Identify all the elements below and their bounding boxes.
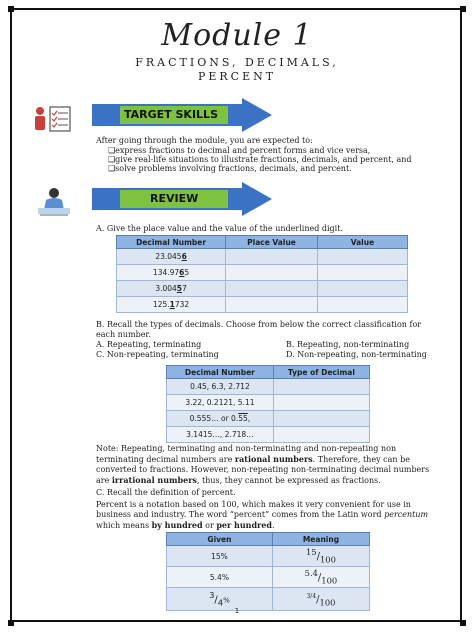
choice-d: D. Non-repeating, non-terminating: [286, 350, 427, 359]
given-cell: 5.4%: [167, 567, 273, 588]
place-value-cell[interactable]: [226, 281, 318, 297]
border-corner: [460, 6, 466, 12]
decimal-cell: 134.9765: [117, 265, 226, 281]
page-number: 1: [234, 607, 240, 615]
table-row: [167, 567, 370, 588]
note-paragraph: Note: Repeating, terminating and non-terminating and non-repeating non terminating decimal numbers are rational numbers. Therefore, they can be converted to fractions. However, non-repeating non-terminating decimal numbers are irrational numbers, thus, they cannot be expressed as fractions.: [96, 444, 430, 485]
module-subtitle: [0, 56, 474, 84]
value-cell[interactable]: [317, 281, 407, 297]
module-title: Module 1: [161, 18, 313, 53]
part-b-instruction: B. Recall the types of decimals. Choose from below the correct classification for each number.: [96, 320, 422, 339]
type-cell[interactable]: [273, 395, 369, 411]
choice-c: C. Non-repeating, terminating: [96, 350, 219, 359]
decimal-cell: 23.0456: [117, 249, 226, 265]
value-cell[interactable]: [317, 249, 407, 265]
border-corner: [8, 6, 14, 12]
choice-b: B. Repeating, non-terminating: [286, 340, 410, 349]
value-cell[interactable]: [317, 265, 407, 281]
decimal-cell: 3.22, 0.2121, 5.11: [167, 395, 274, 411]
target-skills-banner: TARGET SKILLS: [124, 108, 218, 121]
decimal-cell: 3.00457: [117, 281, 226, 297]
table-row: [167, 411, 370, 427]
table-row: [117, 297, 408, 313]
place-value-cell[interactable]: [226, 265, 318, 281]
border-corner: [8, 620, 14, 626]
subtitle-line-1: FRACTIONS, DECIMALS,: [135, 56, 339, 69]
type-cell[interactable]: [273, 411, 369, 427]
decimal-cell: 0.555… or 0.55,: [167, 411, 274, 427]
col-header: Value: [317, 236, 407, 249]
table-row: [117, 249, 408, 265]
decimal-cell: 0.45, 6.3, 2.712: [167, 379, 274, 395]
col-header: Meaning: [272, 533, 369, 546]
value-cell[interactable]: [317, 297, 407, 313]
table-row: [117, 281, 408, 297]
given-cell: 15%: [167, 546, 273, 567]
person-reading-icon: [34, 186, 74, 218]
place-value-cell[interactable]: [226, 297, 318, 313]
col-header: Decimal Number: [167, 366, 274, 379]
table-row: [167, 379, 370, 395]
table-place-value: [116, 235, 408, 313]
meaning-cell: $^{3/4}/_{100}$: [272, 588, 369, 611]
subtitle-line-2: PERCENT: [197, 70, 277, 83]
table-row: [167, 427, 370, 443]
decimal-cell: 3.1415…, 2.718…: [167, 427, 274, 443]
choice-a: A. Repeating, terminating: [96, 340, 202, 349]
review-banner: REVIEW: [150, 192, 199, 205]
given-cell: $^3/_4\%$: [167, 588, 273, 611]
table-row: [167, 546, 370, 567]
col-header: Decimal Number: [117, 236, 226, 249]
target-skills-intro: After going through the module, you are expected to:: [96, 136, 313, 145]
checklist-person-icon: [32, 104, 76, 134]
table-decimal-types: [166, 365, 370, 443]
percent-definition: Percent is a notation based on 100, which makes it very convenient for use in business and industry. The word “percent” comes from the Latin word percentum which means by hundred or per hundred.: [96, 500, 429, 530]
border-corner: [460, 620, 466, 626]
skill-item-3: ❑solve problems involving fractions, decimals, and percent.: [108, 164, 352, 173]
col-header: Given: [167, 533, 273, 546]
table-row: [117, 265, 408, 281]
col-header: Type of Decimal: [273, 366, 369, 379]
meaning-cell: $^{15}/_{100}$: [272, 546, 369, 567]
col-header: Place Value: [226, 236, 318, 249]
skill-item-1: ❑express fractions to decimal and percent forms and vice versa,: [108, 146, 371, 155]
table-percent-meaning: [166, 532, 370, 611]
place-value-cell[interactable]: [226, 249, 318, 265]
meaning-cell: $^{5.4}/_{100}$: [272, 567, 369, 588]
part-c-instruction: C. Recall the definition of percent.: [96, 488, 236, 497]
decimal-cell: 125.1732: [117, 297, 226, 313]
type-cell[interactable]: [273, 427, 369, 443]
skill-item-2: ❑give real-life situations to illustrate fractions, decimals, and percent, and: [108, 155, 412, 164]
table-row: [167, 395, 370, 411]
type-cell[interactable]: [273, 379, 369, 395]
part-a-instruction: A. Give the place value and the value of the underlined digit.: [96, 224, 343, 233]
